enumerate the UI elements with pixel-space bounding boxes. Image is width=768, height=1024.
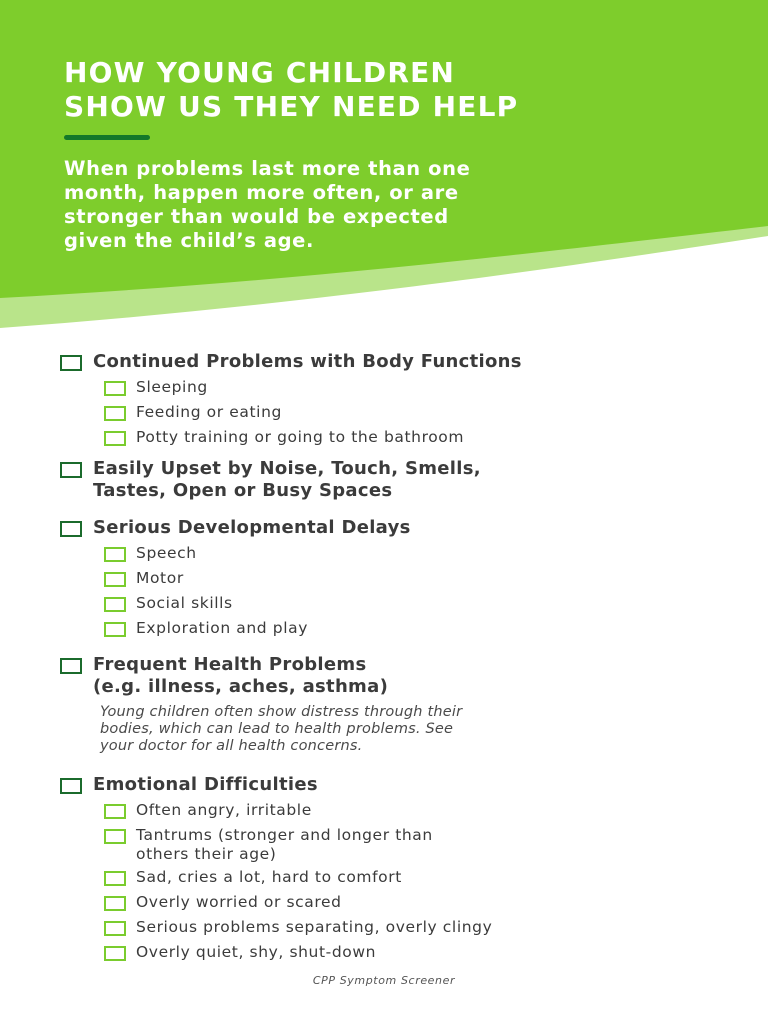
health-note: [100, 704, 462, 755]
checklist-item-social-skills: [104, 594, 233, 613]
checklist-item-potty: [104, 428, 464, 447]
checklist-item-worried: [104, 893, 342, 912]
item-line: Overly worried or scared: [136, 893, 342, 911]
section-body-functions: [60, 351, 522, 373]
section-checkbox[interactable]: [60, 355, 82, 371]
intro-line: given the child’s age.: [64, 229, 314, 252]
item-checkbox[interactable]: [104, 597, 126, 612]
item-line: Potty training or going to the bathroom: [136, 428, 465, 446]
section-heading: [93, 654, 388, 698]
intro-line: When problems last more than one: [64, 157, 471, 180]
intro-text: [64, 157, 471, 253]
title-line: HOW YOUNG CHILDREN: [64, 56, 456, 89]
checklist-item-quiet: [104, 943, 376, 962]
intro-line: month, happen more often, or are: [64, 181, 459, 204]
item-line: Often angry, irritable: [136, 801, 312, 819]
section-heading: [93, 458, 481, 502]
item-checkbox[interactable]: [104, 406, 126, 421]
heading-line: Serious Developmental Delays: [93, 517, 411, 538]
heading-line: Tastes, Open or Busy Spaces: [93, 480, 393, 501]
item-checkbox[interactable]: [104, 921, 126, 936]
heading-line: Frequent Health Problems: [93, 654, 367, 675]
footer-caption: CPP Symptom Screener: [312, 974, 456, 987]
item-line: Sad, cries a lot, hard to comfort: [136, 868, 402, 886]
title-underline: [64, 135, 150, 140]
page-title: [64, 56, 518, 124]
checklist-item-sleeping: [104, 378, 208, 397]
item-label: [136, 403, 282, 422]
item-checkbox[interactable]: [104, 622, 126, 637]
item-label: [136, 619, 308, 638]
item-label: [136, 428, 464, 447]
checklist-item-sad: [104, 868, 402, 887]
intro-line: stronger than would be expected: [64, 205, 449, 228]
item-line: Exploration and play: [136, 619, 308, 637]
note-line: your doctor for all health concerns.: [100, 738, 363, 754]
section-developmental-delays: [60, 517, 411, 539]
heading-line: Continued Problems with Body Functions: [93, 351, 522, 372]
item-line: Sleeping: [136, 378, 208, 396]
checklist-item-angry: [104, 801, 312, 820]
title-line: SHOW US THEY NEED HELP: [64, 90, 519, 123]
heading-line: Easily Upset by Noise, Touch, Smells,: [93, 458, 481, 479]
section-checkbox[interactable]: [60, 521, 82, 537]
item-label: [136, 893, 342, 912]
checklist-item-speech: [104, 544, 197, 563]
section-checkbox[interactable]: [60, 658, 82, 674]
checklist-item-feeding: [104, 403, 282, 422]
item-checkbox[interactable]: [104, 381, 126, 396]
checklist-item-exploration: [104, 619, 308, 638]
item-line: Serious problems separating, overly clingy: [136, 918, 493, 936]
checklist-item-motor: [104, 569, 184, 588]
item-label: [136, 943, 376, 962]
item-line: Motor: [136, 569, 184, 587]
note-line: Young children often show distress through their: [100, 704, 463, 720]
item-checkbox[interactable]: [104, 871, 126, 886]
item-label: [136, 826, 433, 864]
heading-line: Emotional Difficulties: [93, 774, 318, 795]
item-label: [136, 569, 184, 588]
item-line: Feeding or eating: [136, 403, 282, 421]
section-health-problems: [60, 654, 388, 698]
item-checkbox[interactable]: [104, 946, 126, 961]
section-heading: [93, 774, 318, 796]
item-label: [136, 378, 208, 397]
item-line: Overly quiet, shy, shut-down: [136, 943, 377, 961]
item-line: others their age): [136, 845, 277, 863]
section-heading: [93, 351, 522, 373]
item-label: [136, 594, 233, 613]
section-emotional-difficulties: [60, 774, 318, 796]
heading-line: (e.g. illness, aches, asthma): [93, 676, 389, 697]
item-checkbox[interactable]: [104, 896, 126, 911]
item-line: Speech: [136, 544, 197, 562]
item-label: [136, 868, 402, 887]
item-checkbox[interactable]: [104, 547, 126, 562]
checklist-item-tantrums: [104, 826, 433, 864]
section-checkbox[interactable]: [60, 462, 82, 478]
section-easily-upset: [60, 458, 481, 502]
checklist-item-separating: [104, 918, 492, 937]
item-label: [136, 801, 312, 820]
item-label: [136, 918, 492, 937]
item-checkbox[interactable]: [104, 431, 126, 446]
item-checkbox[interactable]: [104, 829, 126, 844]
item-line: Tantrums (stronger and longer than: [136, 826, 433, 844]
note-line: bodies, which can lead to health problems. See: [100, 721, 454, 737]
item-checkbox[interactable]: [104, 572, 126, 587]
section-heading: [93, 517, 411, 539]
item-line: Social skills: [136, 594, 233, 612]
item-label: [136, 544, 197, 563]
section-checkbox[interactable]: [60, 778, 82, 794]
item-checkbox[interactable]: [104, 804, 126, 819]
